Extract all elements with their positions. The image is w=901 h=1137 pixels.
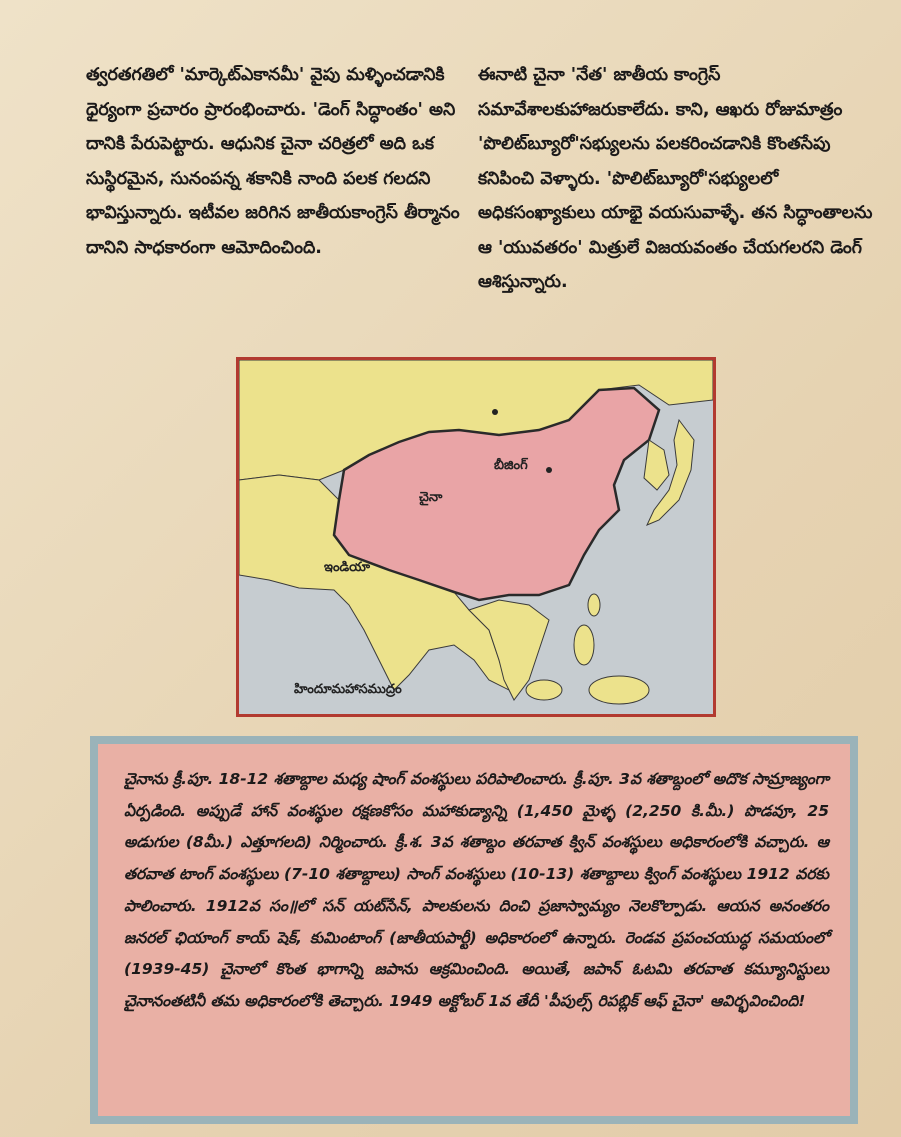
asia-map bbox=[236, 357, 716, 717]
china-history-box bbox=[90, 736, 858, 1124]
left-text-column bbox=[86, 58, 486, 265]
right-column-paragraph: ఈనాటి చైనా 'నేత' జాతీయ కాంగ్రెస్ సమావేశాలకుహాజరుకాలేదు. కాని, ఆఖరు రోజుమాత్రం 'పొలిట్‌బ్యూరో'సభ్యులను పలకరించడానికి కొంతసేపు కనిపించి వెళ్ళారు. 'పొలిట్‌బ్యూరో'సభ్యులలో అధికసంఖ్యాకులు యాభై వయసువాళ్ళే. తన సిద్ధాంతాలను ఆ 'యువతరం' మిత్రులే విజయవంతం చేయగలరని డెంగ్ ఆశిస్తున్నారు. bbox=[478, 65, 873, 292]
beijing-dot bbox=[546, 467, 552, 473]
sumatra bbox=[526, 680, 562, 700]
map-label-india: ఇండియా bbox=[324, 560, 371, 575]
map-graphic bbox=[239, 360, 713, 714]
map-label-china: చైనా bbox=[419, 490, 443, 505]
taiwan bbox=[588, 594, 600, 616]
map-label-ocean: హిందూమహాసముద్రం bbox=[294, 682, 402, 697]
left-column-paragraph: త్వరతగతిలో 'మార్కెట్ఎకానమీ' వైపు మళ్ళించడానికి ధైర్యంగా ప్రచారం ప్రారంభించారు. 'డెంగ్ సిద్ధాంతం' అని దానికి పేరుపెట్టారు. ఆధునిక చైనా చరిత్రలో అది ఒక సుస్థిరమైన, సునంపన్న శకానికి నాంది పలక గలదని భావిస్తున్నారు. ఇటీవల జరిగిన జాతీయకాంగ్రెస్ తీర్మానం దానిని సాధకారంగా ఆమోదించింది. bbox=[86, 65, 460, 258]
map-label-beijing: బీజింగ్ bbox=[494, 458, 528, 473]
borneo bbox=[589, 676, 649, 704]
city-dot bbox=[492, 409, 498, 415]
philippines bbox=[574, 625, 594, 665]
right-text-column bbox=[478, 58, 878, 300]
history-text: చైనాను క్రీ.పూ. 18-12 శతాబ్దాల మధ్య షాంగ్ వంశస్థులు పరిపాలించారు. క్రీ.పూ. 3వ శతాబ్దంలో అదొక సామ్రాజ్యంగా ఏర్పడింది. అప్పుడే హాన్ వంశస్థుల రక్షణకోసం మహాకుడ్యాన్ని (1,450 మైళ్ళ (2,250 కి.మీ.) పొడవూ, 25 అడుగుల (8మీ.) ఎత్తూగలది) నిర్మించారు. క్రీ.శ. 3వ శతాబ్దం తరవాత క్విన్ వంశస్థులు అధికారంలోకి వచ్చారు. ఆ తరవాత టాంగ్ వంశస్థులు (7-10 శతాబ్దాలు) సాంగ్ వంశస్థులు (10-13) శతాబ్దాలు క్వింగ్ వంశస్థులు 1912 వరకు పాలించారు. 1912వ సం॥లో సన్ యట్‌సేన్, పాలకులను దించి ప్రజాస్వామ్యం నెలకొల్పాడు. ఆయన అనంతరం జనరల్ ఛియాంగ్ కాయ్ షెక్, కుమింటాంగ్ (జాతీయపార్టీ) అధికారంలో ఉన్నారు. రెండవ ప్రపంచయుద్ధ సమయంలో (1939-45) చైనాలో కొంత భాగాన్ని జపాను ఆక్రమించింది. అయితే, జపాన్ ఓటమి తరవాత కమ్యూనిస్టులు చైనానంతటినీ తమ అధికారంలోకి తెచ్చారు. 1949 అక్టోబర్ 1వ తేదీ 'పీపుల్స్ రిపబ్లిక్ ఆఫ్ చైనా' ఆవిర్భవించింది! bbox=[124, 770, 829, 1010]
